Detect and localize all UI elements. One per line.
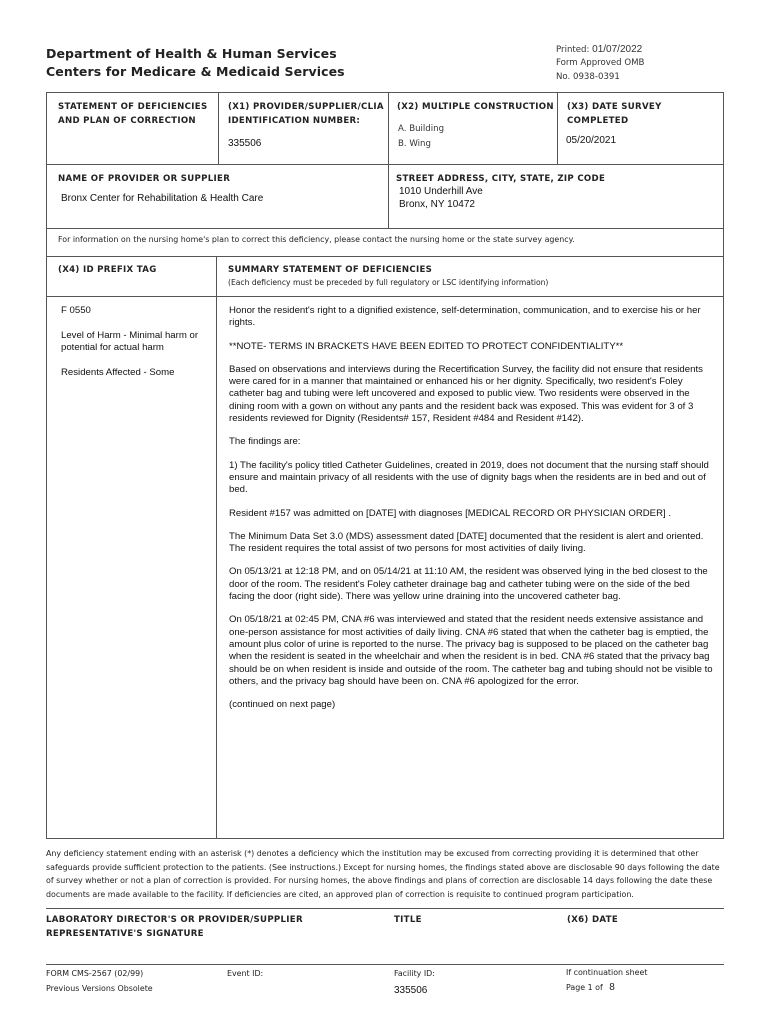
event-id-label: Event ID: [227, 969, 264, 978]
form-number: FORM CMS-2567 (02/99) [46, 969, 144, 978]
provider-id: 335506 [228, 138, 262, 149]
rule [46, 296, 724, 297]
page-label: Page 1 of [566, 983, 603, 992]
rule [216, 256, 217, 838]
prefix-tag: F 0550 [61, 305, 91, 316]
disclaimer: Any deficiency statement ending with an asterisk (*) denotes a deficiency which the institution may be excused from correcting providing it is determined that other safeguards provide sufficient protection to the patients. (See instructions.) Except for nursing homes, the findings stated above are disclosable 90 days following the date of survey whether or not a plan of correction is provided. For nursing homes, the above findings and plans of correction are disclosable 14 days following the date these documents are made available to the facility. If deficiencies are cited, an approved plan of correction is requisite to continued program participation. [46, 849, 720, 899]
page-total: 8 [609, 982, 615, 993]
printed-line [556, 44, 642, 55]
summary-paragraph: On 05/13/21 at 12:18 PM, and on 05/14/21 at 11:10 AM, the resident was observed lying in the bed closest to the door of the room. The resident's Foley catheter drainage bag and catheter tubing were on the side of the bed facing the door (right side). There was yellow urine draining into the uncovered catheter bag. [229, 566, 708, 603]
rule [46, 256, 724, 257]
building-label: A. Building [398, 124, 445, 134]
signature-label: LABORATORY DIRECTOR'S OR PROVIDER/SUPPLIER REPRESENTATIVE'S SIGNATURE [46, 915, 303, 939]
rule [46, 164, 724, 165]
printed-label: Printed: [556, 45, 590, 55]
summary-paragraph: The findings are: [229, 436, 301, 448]
continued-note: (continued on next page) [229, 699, 336, 711]
survey-date: 05/20/2021 [566, 135, 617, 146]
obsolete-note: Previous Versions Obsolete [46, 984, 153, 993]
summary-subheader: (Each deficiency must be preceded by full regulatory or LSC identifying information) [228, 278, 549, 287]
summary-paragraph: The Minimum Data Set 3.0 (MDS) assessment dated [DATE] documented that the resident is alert and oriented. The resident requires the total assist of two persons for most activities of daily living. [229, 530, 704, 555]
info-note: For information on the nursing home's plan to correct this deficiency, please contact the nursing home or the state survey agency. [58, 235, 575, 244]
rule [46, 908, 724, 909]
rule [46, 964, 724, 965]
wing-label: B. Wing [398, 139, 431, 149]
rule [46, 92, 47, 838]
rule [557, 92, 558, 164]
title-label: TITLE [394, 915, 422, 925]
rule [46, 92, 724, 93]
statement-label: STATEMENT OF DEFICIENCIES AND PLAN OF CORRECTION [58, 102, 208, 126]
x1-label: (X1) PROVIDER/SUPPLIER/CLIA IDENTIFICATION NUMBER: [228, 102, 384, 126]
x3-label: (X3) DATE SURVEY COMPLETED [567, 102, 662, 126]
department-title: Department of Health & Human Services [46, 46, 337, 61]
summary-paragraph: Based on observations and interviews during the Recertification Survey, the facility did not ensure that residents were cared for in a manner that maintained or enhanced his or her dignity. Specifically, two resident's Foley catheter bag and tubing were left uncovered and exposed to public view. Two residents were observed in the dining room with a gown on without any pants and the resident back was exposed. This was evident for 3 of 3 residents reviewed for Dignity (Residents# 157, Resident #484 and Resident #142). [229, 363, 703, 425]
residents-affected: Residents Affected - Some [61, 367, 175, 378]
date-label: (X6) DATE [567, 915, 619, 925]
summary-paragraph: Resident #157 was admitted on [DATE] with diagnoses [MEDICAL RECORD OR PHYSICIAN ORDER] . [229, 507, 672, 519]
summary-paragraph: On 05/18/21 at 02:45 PM, CNA #6 was interviewed and stated that the resident needs extensive assistance and one-person assistance for most activities of daily living. CNA #6 stated that when the catheter bag is emptied, the amount plus color of urine is reported to the nurse. The privacy bag is supposed to be placed on the catheter bag when the resident is seated in the wheelchair and when the resident is in bed. CNA #6 stated that the privacy bag should be on when resident is inside and outside of the room. The catheter bag and tubing should not be visible to others, and the privacy bag should have been on. CNA #6 apologized for the error. [229, 614, 713, 687]
summary-paragraph: Honor the resident's right to a dignified existence, self-determination, communication, and to exercise his or her rights. [229, 305, 701, 329]
summary-header: SUMMARY STATEMENT OF DEFICIENCIES [228, 265, 433, 275]
id-prefix-header: (X4) ID PREFIX TAG [58, 265, 157, 275]
address-label: STREET ADDRESS, CITY, STATE, ZIP CODE [396, 174, 606, 184]
centers-title: Centers for Medicare & Medicaid Services [46, 64, 345, 79]
omb-number: No. 0938-0391 [556, 72, 620, 82]
facility-id-label: Facility ID: [394, 969, 435, 978]
form-approved: Form Approved OMB [556, 58, 645, 68]
summary-paragraph: 1) The facility's policy titled Catheter Guidelines, created in 2019, does not document that the nursing staff should ensure and maintain privacy of all residents with the use of dignity bags when the residents are in bed and out of bed. [229, 459, 709, 496]
rule [388, 92, 389, 228]
provider-name-label: NAME OF PROVIDER OR SUPPLIER [58, 174, 231, 184]
rule [46, 838, 724, 839]
page-indicator [566, 982, 615, 993]
level-of-harm: Level of Harm - Minimal harm or potential for actual harm [61, 330, 199, 354]
rule [46, 228, 724, 229]
provider-name: Bronx Center for Rehabilitation & Health Care [61, 193, 264, 204]
printed-date: 01/07/2022 [592, 44, 643, 55]
address-line1: 1010 Underhill Ave [399, 186, 483, 197]
continuation-note: If continuation sheet [566, 968, 648, 977]
address-line2: Bronx, NY 10472 [399, 199, 475, 210]
rule [218, 92, 219, 164]
summary-body [229, 305, 717, 722]
facility-id: 335506 [394, 985, 428, 996]
summary-paragraph: **NOTE- TERMS IN BRACKETS HAVE BEEN EDITED TO PROTECT CONFIDENTIALITY** [229, 340, 624, 352]
x2-label: (X2) MULTIPLE CONSTRUCTION [397, 102, 554, 112]
rule [723, 92, 724, 838]
